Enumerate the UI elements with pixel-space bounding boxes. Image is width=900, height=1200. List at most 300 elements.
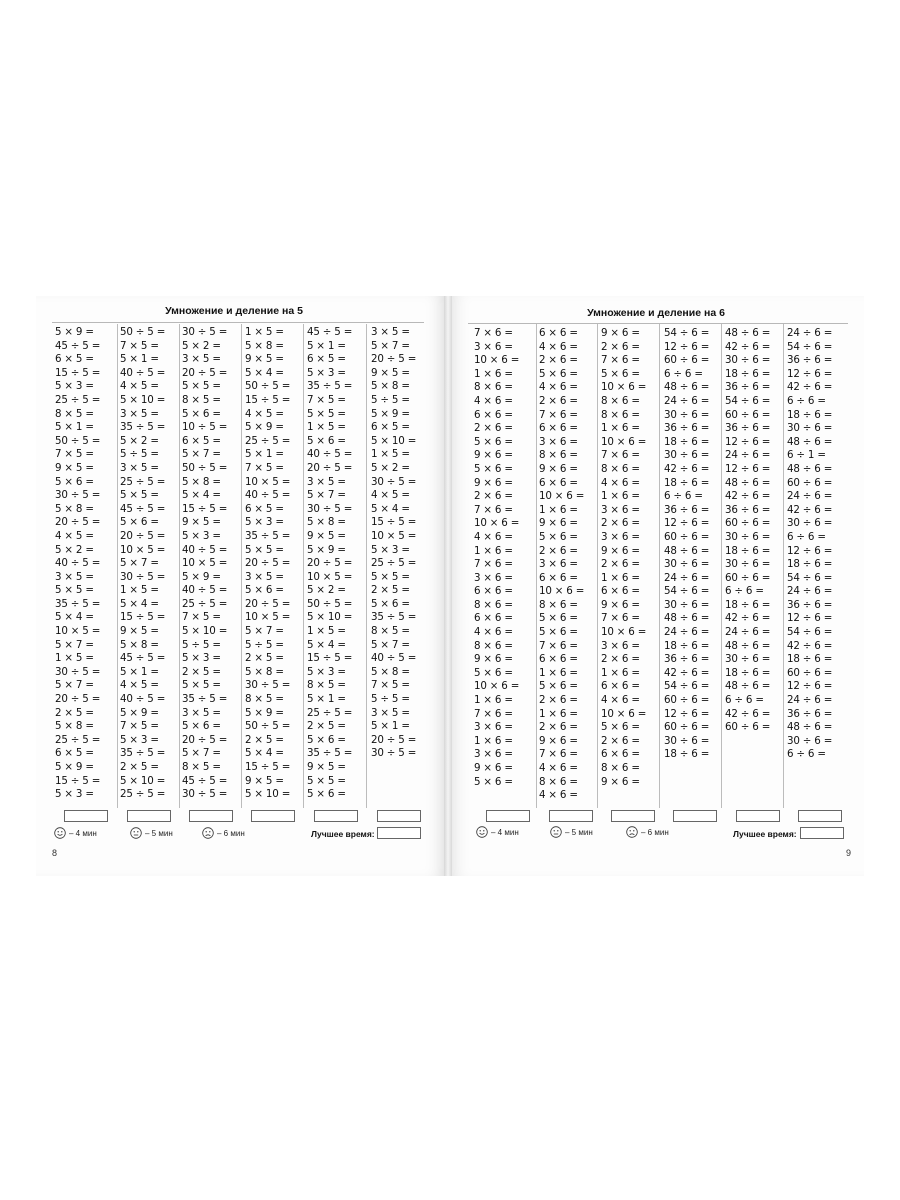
exercise-item: 48 ÷ 6 = xyxy=(664,381,710,394)
exercise-item: 8 × 5 = xyxy=(182,761,221,773)
exercise-item: 2 × 6 = xyxy=(601,517,640,530)
exercise-item: 5 × 1 = xyxy=(307,339,346,352)
exercise-item: 5 × 5 = xyxy=(182,380,221,393)
exercise-item: 1 × 5 = xyxy=(55,652,94,665)
time-entry-box[interactable] xyxy=(377,810,421,822)
exercise-item: 10 × 6 = xyxy=(601,435,647,448)
exercise-item: 30 ÷ 6 = xyxy=(664,734,710,747)
exercise-item: 5 × 6 = xyxy=(55,475,94,488)
exercise-item: 18 ÷ 6 = xyxy=(664,748,710,761)
exercise-item: 15 ÷ 5 = xyxy=(245,393,291,406)
exercise-item: 6 ÷ 6 = xyxy=(787,530,826,543)
legend-text: – 5 мин xyxy=(145,828,173,838)
exercise-item: 6 × 6 = xyxy=(474,612,513,625)
exercise-item: 4 × 5 = xyxy=(55,529,94,542)
exercise-item: 10 × 5 = xyxy=(371,529,417,542)
exercise-item: 4 × 5 = xyxy=(120,380,159,393)
exercise-column xyxy=(474,327,519,789)
exercise-item: 24 ÷ 6 = xyxy=(787,490,833,503)
exercise-item: 35 ÷ 5 = xyxy=(307,380,353,393)
exercise-item: 35 ÷ 5 = xyxy=(120,747,166,760)
exercise-item: 12 ÷ 6 = xyxy=(725,435,771,448)
exercise-item: 8 × 6 = xyxy=(601,462,640,475)
exercise-item: 5 × 6 = xyxy=(474,435,513,448)
exercise-item: 9 × 5 = xyxy=(307,761,346,773)
exercise-item: 5 × 5 = xyxy=(307,774,346,787)
exercise-item: 5 × 3 = xyxy=(120,733,159,746)
exercise-item: 40 ÷ 5 = xyxy=(245,489,291,502)
legend-text: – 4 мин xyxy=(69,828,97,838)
exercise-item: 7 × 6 = xyxy=(539,639,578,652)
exercise-item: 35 ÷ 5 = xyxy=(245,529,291,542)
column-divider xyxy=(597,324,598,808)
exercise-item: 10 × 5 = xyxy=(120,543,166,556)
exercise-item: 5 × 6 = xyxy=(245,584,284,597)
exercise-item: 20 ÷ 5 = xyxy=(371,353,417,366)
exercise-item: 7 × 5 = xyxy=(307,393,346,406)
exercise-item: 1 × 6 = xyxy=(474,694,513,707)
exercise-item: 6 × 6 = xyxy=(601,680,640,693)
exercise-item: 20 ÷ 5 = xyxy=(307,557,353,570)
exercise-item: 5 × 4 = xyxy=(371,502,410,515)
exercise-item: 42 ÷ 6 = xyxy=(725,340,771,353)
exercise-item: 5 × 7 = xyxy=(55,679,94,692)
exercise-item: 5 × 9 = xyxy=(55,761,94,773)
exercise-item: 4 × 5 = xyxy=(371,489,410,502)
exercise-item: 8 × 6 = xyxy=(474,598,513,611)
exercise-item: 5 × 9 = xyxy=(245,421,284,434)
exercise-item: 6 ÷ 6 = xyxy=(664,367,703,380)
exercise-item: 5 × 10 = xyxy=(182,625,228,638)
exercise-item: 30 ÷ 5 = xyxy=(307,502,353,515)
happy-face-icon xyxy=(54,827,66,839)
exercise-item: 30 ÷ 5 = xyxy=(120,570,166,583)
exercise-item: 5 × 2 = xyxy=(55,543,94,556)
exercise-item: 15 ÷ 5 = xyxy=(371,516,417,529)
exercise-item: 5 × 6 = xyxy=(371,597,410,610)
exercise-item: 3 × 5 = xyxy=(182,353,221,366)
exercise-item: 3 × 6 = xyxy=(601,530,640,543)
time-entry-box[interactable] xyxy=(673,810,717,822)
exercise-item: 18 ÷ 6 = xyxy=(664,476,710,489)
exercise-item: 12 ÷ 6 = xyxy=(787,612,833,625)
exercise-item: 1 × 5 = xyxy=(120,584,159,597)
exercise-item: 24 ÷ 6 = xyxy=(664,626,710,639)
exercise-item: 30 ÷ 6 = xyxy=(725,558,771,571)
exercise-item: 60 ÷ 6 = xyxy=(725,517,771,530)
time-entry-box[interactable] xyxy=(314,810,358,822)
exercise-item: 20 ÷ 5 = xyxy=(371,733,417,746)
exercise-item: 42 ÷ 6 = xyxy=(725,707,771,720)
exercise-item: 60 ÷ 6 = xyxy=(725,721,771,734)
time-entry-box[interactable] xyxy=(486,810,530,822)
column-divider xyxy=(117,324,118,808)
exercise-item: 5 × 6 = xyxy=(474,666,513,679)
exercise-item: 50 ÷ 5 = xyxy=(245,720,291,733)
exercise-item: 6 × 6 = xyxy=(539,476,578,489)
exercise-item: 2 × 5 = xyxy=(371,584,410,597)
exercise-item: 10 ÷ 5 = xyxy=(182,421,228,434)
exercise-item: 5 × 6 = xyxy=(539,530,578,543)
exercise-item: 5 × 3 = xyxy=(371,543,410,556)
exercise-item: 5 × 5 = xyxy=(182,679,221,692)
exercise-item: 8 × 5 = xyxy=(371,625,410,638)
exercise-item: 40 ÷ 5 = xyxy=(120,693,166,706)
exercise-item: 18 ÷ 6 = xyxy=(787,653,833,666)
exercise-item: 6 × 5 = xyxy=(55,747,94,760)
exercise-column xyxy=(725,327,770,735)
exercise-item: 54 ÷ 6 = xyxy=(664,680,710,693)
exercise-item: 40 ÷ 5 = xyxy=(182,584,228,597)
exercise-item: 5 × 5 = xyxy=(245,543,284,556)
exercise-column xyxy=(539,327,584,803)
exercise-item: 30 ÷ 5 = xyxy=(55,665,101,678)
exercise-item: 6 × 6 = xyxy=(474,585,513,598)
exercise-item: 6 × 6 = xyxy=(539,327,578,339)
legend-item xyxy=(54,827,97,839)
exercise-item: 40 ÷ 5 = xyxy=(55,557,101,570)
exercise-item: 5 × 6 = xyxy=(307,434,346,447)
exercise-item: 15 ÷ 5 = xyxy=(307,652,353,665)
exercise-item: 2 × 5 = xyxy=(245,652,284,665)
exercise-item: 6 × 6 = xyxy=(539,653,578,666)
exercise-item: 5 × 6 = xyxy=(539,680,578,693)
exercise-item: 24 ÷ 6 = xyxy=(787,585,833,598)
exercise-item: 3 × 5 = xyxy=(55,570,94,583)
exercise-item: 5 × 3 = xyxy=(55,380,94,393)
exercise-item: 9 × 6 = xyxy=(539,734,578,747)
exercise-item: 6 ÷ 6 = xyxy=(725,585,764,598)
exercise-item: 18 ÷ 6 = xyxy=(664,435,710,448)
time-entry-box[interactable] xyxy=(611,810,655,822)
exercise-item: 9 × 6 = xyxy=(601,598,640,611)
exercise-item: 50 ÷ 5 = xyxy=(307,597,353,610)
exercise-item: 5 × 1 = xyxy=(371,720,410,733)
exercise-item: 9 × 5 = xyxy=(371,366,410,379)
legend-text: – 4 мин xyxy=(491,827,519,837)
exercise-item: 7 × 5 = xyxy=(182,611,221,624)
exercise-item: 1 × 6 = xyxy=(601,490,640,503)
exercise-item: 20 ÷ 5 = xyxy=(245,597,291,610)
exercise-item: 5 × 6 = xyxy=(182,407,221,420)
exercise-item: 2 × 5 = xyxy=(120,761,159,773)
exercise-item: 6 × 5 = xyxy=(371,421,410,434)
exercise-column xyxy=(55,326,100,802)
exercise-item: 8 × 6 = xyxy=(539,449,578,462)
exercise-item: 5 × 7 = xyxy=(307,489,346,502)
time-entry-box[interactable] xyxy=(189,810,233,822)
exercise-item: 8 × 6 = xyxy=(601,762,640,774)
exercise-item: 5 × 9 = xyxy=(371,407,410,420)
exercise-item: 10 × 6 = xyxy=(539,585,585,598)
exercise-item: 35 ÷ 5 = xyxy=(371,611,417,624)
time-entry-box[interactable] xyxy=(798,810,842,822)
exercise-item: 10 × 6 = xyxy=(601,381,647,394)
exercise-item: 60 ÷ 6 = xyxy=(664,530,710,543)
time-entry-box[interactable] xyxy=(127,810,171,822)
exercise-item: 45 ÷ 5 = xyxy=(120,502,166,515)
exercise-item: 18 ÷ 6 = xyxy=(725,544,771,557)
exercise-item: 9 × 5 = xyxy=(55,461,94,474)
exercise-item: 5 × 4 = xyxy=(245,366,284,379)
exercise-item: 1 × 5 = xyxy=(245,326,284,338)
exercise-item: 3 × 5 = xyxy=(307,475,346,488)
exercise-item: 5 × 10 = xyxy=(371,434,417,447)
exercise-item: 5 × 3 = xyxy=(55,788,94,801)
time-entry-box[interactable] xyxy=(549,810,593,822)
exercise-item: 3 × 6 = xyxy=(539,435,578,448)
column-divider xyxy=(366,324,367,808)
exercise-item: 10 × 6 = xyxy=(601,626,647,639)
exercise-item: 2 × 6 = xyxy=(601,558,640,571)
exercise-item: 1 × 6 = xyxy=(539,503,578,516)
exercise-item: 5 × 5 = xyxy=(55,584,94,597)
exercise-item: 9 × 6 = xyxy=(539,462,578,475)
exercise-item: 5 × 6 = xyxy=(539,612,578,625)
exercise-item: 50 ÷ 5 = xyxy=(245,380,291,393)
exercise-item: 24 ÷ 6 = xyxy=(725,449,771,462)
exercise-item: 20 ÷ 5 = xyxy=(245,557,291,570)
exercise-item: 5 × 6 = xyxy=(539,367,578,380)
exercise-item: 12 ÷ 6 = xyxy=(664,707,710,720)
time-entry-box[interactable] xyxy=(736,810,780,822)
exercise-item: 6 ÷ 6 = xyxy=(787,394,826,407)
exercise-column xyxy=(601,327,646,789)
exercise-item: 6 × 6 = xyxy=(539,422,578,435)
exercise-item: 6 ÷ 6 = xyxy=(725,694,764,707)
exercise-item: 5 × 7 = xyxy=(120,557,159,570)
exercise-item: 48 ÷ 6 = xyxy=(725,476,771,489)
exercise-item: 3 × 5 = xyxy=(371,706,410,719)
exercise-item: 5 × 7 = xyxy=(182,448,221,461)
exercise-item: 7 × 6 = xyxy=(601,354,640,367)
exercise-item: 5 × 8 = xyxy=(371,665,410,678)
exercise-item: 7 × 5 = xyxy=(120,339,159,352)
exercise-item: 7 × 6 = xyxy=(601,449,640,462)
exercise-item: 2 × 6 = xyxy=(539,354,578,367)
exercise-item: 3 × 6 = xyxy=(474,571,513,584)
exercise-item: 5 × 8 = xyxy=(371,380,410,393)
exercise-item: 24 ÷ 6 = xyxy=(725,626,771,639)
time-entry-box[interactable] xyxy=(251,810,295,822)
exercise-item: 4 × 6 = xyxy=(539,789,578,802)
exercise-item: 12 ÷ 6 = xyxy=(787,680,833,693)
exercise-item: 5 × 10 = xyxy=(120,774,166,787)
exercise-item: 45 ÷ 5 = xyxy=(307,326,353,338)
exercise-item: 60 ÷ 6 = xyxy=(664,694,710,707)
exercise-item: 2 × 6 = xyxy=(601,340,640,353)
exercise-item: 8 × 5 = xyxy=(245,693,284,706)
sad-face-icon xyxy=(626,826,638,838)
exercise-item: 9 × 6 = xyxy=(474,476,513,489)
exercise-item: 4 × 6 = xyxy=(539,381,578,394)
exercise-item: 36 ÷ 6 = xyxy=(664,422,710,435)
exercise-item: 9 × 5 = xyxy=(245,353,284,366)
exercise-item: 3 × 6 = xyxy=(539,558,578,571)
exercise-item: 5 × 4 = xyxy=(307,638,346,651)
exercise-item: 10 × 6 = xyxy=(474,354,520,367)
exercise-column xyxy=(787,327,832,762)
exercise-item: 3 × 5 = xyxy=(120,461,159,474)
exercise-item: 5 × 2 = xyxy=(182,339,221,352)
exercise-item: 1 × 5 = xyxy=(307,421,346,434)
exercise-item: 30 ÷ 6 = xyxy=(664,558,710,571)
exercise-item: 25 ÷ 5 = xyxy=(245,434,291,447)
page-title: Умножение и деление на 5 xyxy=(165,305,303,317)
best-time-box[interactable] xyxy=(377,827,421,839)
exercise-item: 36 ÷ 6 = xyxy=(787,707,833,720)
exercise-item: 54 ÷ 6 = xyxy=(664,327,710,339)
exercise-item: 1 × 6 = xyxy=(539,707,578,720)
exercise-item: 42 ÷ 6 = xyxy=(664,666,710,679)
exercise-item: 5 × 5 = xyxy=(307,407,346,420)
exercise-item: 9 × 6 = xyxy=(474,762,513,774)
exercise-column xyxy=(664,327,709,762)
exercise-item: 5 × 7 = xyxy=(55,638,94,651)
exercise-item: 9 × 6 = xyxy=(474,449,513,462)
exercise-item: 54 ÷ 6 = xyxy=(725,394,771,407)
exercise-item: 3 × 5 = xyxy=(120,407,159,420)
exercise-item: 5 × 9 = xyxy=(307,543,346,556)
exercise-item: 7 × 6 = xyxy=(539,748,578,761)
exercise-item: 54 ÷ 6 = xyxy=(664,585,710,598)
exercise-item: 20 ÷ 5 = xyxy=(182,733,228,746)
exercise-item: 36 ÷ 6 = xyxy=(664,503,710,516)
exercise-item: 60 ÷ 6 = xyxy=(725,408,771,421)
legend-item xyxy=(626,826,669,838)
exercise-item: 1 × 6 = xyxy=(601,666,640,679)
exercise-item: 6 × 5 = xyxy=(245,502,284,515)
exercise-item: 6 ÷ 6 = xyxy=(664,490,703,503)
exercise-item: 36 ÷ 6 = xyxy=(787,354,833,367)
exercise-item: 30 ÷ 6 = xyxy=(787,517,833,530)
exercise-item: 10 × 5 = xyxy=(245,475,291,488)
exercise-column xyxy=(307,326,352,802)
exercise-item: 2 × 6 = xyxy=(539,544,578,557)
exercise-item: 15 ÷ 5 = xyxy=(120,611,166,624)
exercise-item: 25 ÷ 5 = xyxy=(120,475,166,488)
best-time-box[interactable] xyxy=(800,827,844,839)
exercise-item: 1 × 5 = xyxy=(371,448,410,461)
exercise-item: 60 ÷ 6 = xyxy=(725,571,771,584)
exercise-item: 5 × 4 = xyxy=(120,597,159,610)
sad-face-icon xyxy=(202,827,214,839)
exercise-item: 1 × 6 = xyxy=(539,666,578,679)
exercise-item: 5 × 8 = xyxy=(307,516,346,529)
exercise-item: 3 × 6 = xyxy=(601,503,640,516)
exercise-item: 42 ÷ 6 = xyxy=(725,490,771,503)
exercise-item: 15 ÷ 5 = xyxy=(245,761,291,773)
exercise-item: 54 ÷ 6 = xyxy=(787,626,833,639)
exercise-item: 18 ÷ 6 = xyxy=(725,666,771,679)
exercise-item: 45 ÷ 5 = xyxy=(55,339,101,352)
exercise-item: 12 ÷ 6 = xyxy=(725,462,771,475)
exercise-item: 8 × 6 = xyxy=(539,598,578,611)
best-time-label: Лучшее время: xyxy=(311,829,375,839)
exercise-item: 36 ÷ 6 = xyxy=(664,653,710,666)
exercise-item: 10 × 6 = xyxy=(474,517,520,530)
exercise-item: 5 ÷ 5 = xyxy=(245,638,284,651)
exercise-item: 6 × 6 = xyxy=(601,748,640,761)
column-divider xyxy=(659,324,660,808)
exercise-item: 7 × 5 = xyxy=(371,679,410,692)
exercise-item: 48 ÷ 6 = xyxy=(787,462,833,475)
exercise-item: 15 ÷ 5 = xyxy=(55,366,101,379)
exercise-item: 18 ÷ 6 = xyxy=(787,558,833,571)
exercise-item: 12 ÷ 6 = xyxy=(664,517,710,530)
exercise-item: 5 × 6 = xyxy=(474,462,513,475)
exercise-item: 50 ÷ 5 = xyxy=(182,461,228,474)
exercise-item: 30 ÷ 5 = xyxy=(182,788,228,801)
exercise-item: 25 ÷ 5 = xyxy=(371,557,417,570)
exercise-item: 5 × 1 = xyxy=(307,693,346,706)
exercise-item: 2 × 6 = xyxy=(539,721,578,734)
time-entry-box[interactable] xyxy=(64,810,108,822)
exercise-item: 45 ÷ 5 = xyxy=(182,774,228,787)
exercise-item: 10 × 6 = xyxy=(601,707,647,720)
exercise-item: 12 ÷ 6 = xyxy=(787,544,833,557)
exercise-item: 24 ÷ 6 = xyxy=(787,694,833,707)
exercise-item: 40 ÷ 5 = xyxy=(120,366,166,379)
exercise-item: 30 ÷ 6 = xyxy=(787,734,833,747)
exercise-item: 2 × 5 = xyxy=(55,706,94,719)
exercise-item: 20 ÷ 5 = xyxy=(307,461,353,474)
exercise-item: 48 ÷ 6 = xyxy=(725,327,771,339)
exercise-item: 25 ÷ 5 = xyxy=(55,733,101,746)
page-number: 8 xyxy=(52,848,58,858)
exercise-item: 30 ÷ 6 = xyxy=(725,530,771,543)
exercise-item: 9 × 6 = xyxy=(539,517,578,530)
exercise-item: 5 × 10 = xyxy=(245,788,291,801)
exercise-item: 5 × 6 = xyxy=(307,733,346,746)
exercise-item: 6 × 6 = xyxy=(474,408,513,421)
exercise-item: 5 ÷ 5 = xyxy=(371,693,410,706)
exercise-item: 2 × 6 = xyxy=(539,394,578,407)
exercise-item: 1 × 6 = xyxy=(474,544,513,557)
exercise-column xyxy=(371,326,416,761)
exercise-item: 12 ÷ 6 = xyxy=(664,340,710,353)
exercise-item: 4 × 6 = xyxy=(539,340,578,353)
title-rule xyxy=(468,323,848,324)
exercise-item: 35 ÷ 5 = xyxy=(120,421,166,434)
exercise-item: 30 ÷ 5 = xyxy=(371,747,417,760)
exercise-item: 1 × 6 = xyxy=(601,571,640,584)
exercise-item: 35 ÷ 5 = xyxy=(182,693,228,706)
exercise-item: 7 × 5 = xyxy=(120,720,159,733)
exercise-item: 18 ÷ 6 = xyxy=(725,598,771,611)
exercise-item: 4 × 5 = xyxy=(245,407,284,420)
column-divider xyxy=(536,324,537,808)
exercise-item: 7 × 5 = xyxy=(55,448,94,461)
exercise-item: 7 × 6 = xyxy=(474,327,513,339)
exercise-item: 30 ÷ 5 = xyxy=(182,326,228,338)
exercise-item: 5 × 3 = xyxy=(307,366,346,379)
exercise-item: 5 × 9 = xyxy=(55,326,94,338)
exercise-item: 7 × 6 = xyxy=(474,503,513,516)
exercise-item: 5 × 3 = xyxy=(307,665,346,678)
exercise-item: 36 ÷ 6 = xyxy=(725,503,771,516)
exercise-item: 40 ÷ 5 = xyxy=(307,448,353,461)
exercise-item: 5 × 7 = xyxy=(371,638,410,651)
legend-text: – 5 мин xyxy=(565,827,593,837)
exercise-item: 42 ÷ 6 = xyxy=(725,612,771,625)
exercise-item: 5 × 6 = xyxy=(539,626,578,639)
exercise-item: 3 × 5 = xyxy=(245,570,284,583)
exercise-item: 5 × 6 = xyxy=(474,775,513,788)
exercise-item: 2 × 6 = xyxy=(601,653,640,666)
exercise-item: 1 × 6 = xyxy=(601,422,640,435)
exercise-item: 36 ÷ 6 = xyxy=(725,381,771,394)
